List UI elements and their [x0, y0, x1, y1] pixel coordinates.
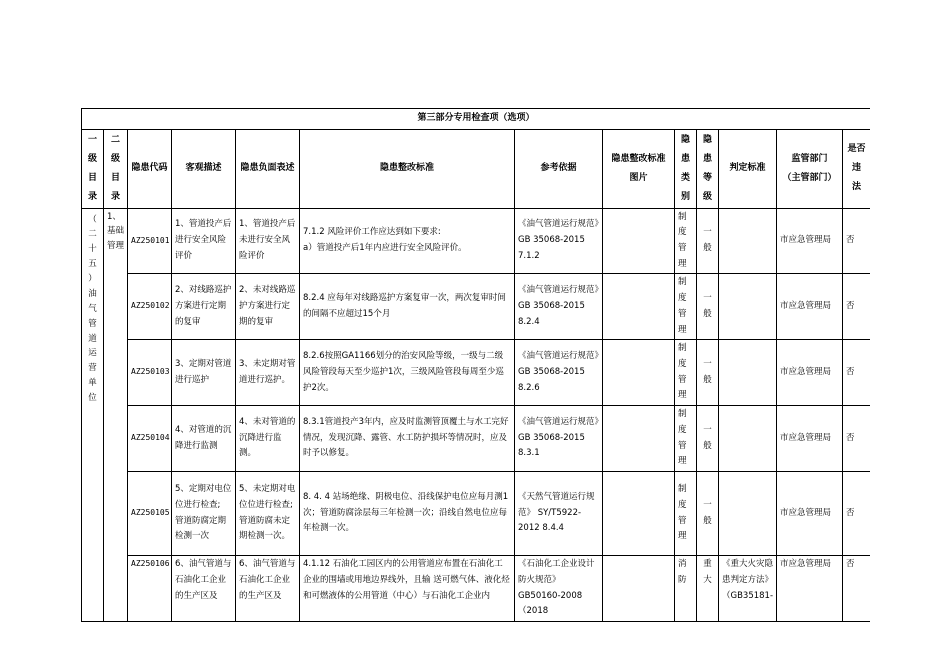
header-negative: 隐患负面表述 — [236, 130, 300, 209]
cell-objective: 5、定期对电位位进行检查; 管道防腐定期检测一次 — [172, 472, 236, 556]
cell-grade: 重大 — [697, 556, 719, 622]
header-image: 隐患整改标准 图片 — [603, 130, 675, 209]
header-criteria: 判定标准 — [719, 130, 777, 209]
header-standard: 隐患整改标准 — [300, 130, 515, 209]
cell-category: 消防 — [675, 556, 697, 622]
cell-negative: 3、未定期对管道进行巡护。 — [236, 340, 300, 406]
cell-objective: 1、管道投产后进行安全风险评价 — [172, 208, 236, 274]
cell-image — [603, 208, 675, 274]
cell-code: AZ250103 — [128, 340, 172, 406]
level1-char: ） — [88, 274, 97, 285]
cell-dept: 市应急管理局 — [777, 556, 843, 622]
cell-illegal: 否 — [843, 208, 871, 274]
cell-standard: 8.2.6按照GA1166划分的治安风险等级，一级与二级风险管段每天至少巡护1次，三级风险管段每周至少巡护2次。 — [300, 340, 515, 406]
cell-standard: 8.2.4 应每年对线路巡护方案复审一次，两次复审时间的间隔不应超过15个月 — [300, 274, 515, 340]
cell-negative: 2、未对线路巡护方案进行定期的复审 — [236, 274, 300, 340]
cell-standard: 8. 4. 4 站场绝缘、阴极电位、沿线保护电位应每月测1次；管道防腐涂层每三年检测一次；沿线自然电位应每年检测一次。 — [300, 472, 515, 556]
cell-negative: 4、未对管道的沉降进行监测。 — [236, 406, 300, 472]
cell-negative: 6、油气管道与石油化工企业的生产区及 — [236, 556, 300, 622]
cell-image — [603, 472, 675, 556]
cell-objective: 3、定期对管道进行巡护 — [172, 340, 236, 406]
cell-dept: 市应急管理局 — [777, 274, 843, 340]
level1-char: 二 — [88, 229, 97, 240]
cell-illegal: 否 — [843, 340, 871, 406]
cell-illegal: 否 — [843, 556, 871, 622]
cell-basis: 《天然气管道运行规范》 SY/T5922-2012 8.4.4 — [515, 472, 603, 556]
cell-category: 制度管理 — [675, 472, 697, 556]
table-row — [82, 472, 871, 556]
level1-char: （ — [88, 214, 97, 225]
cell-basis: 《石油化工企业设计防火规范》GB50160-2008（2018 — [515, 556, 603, 622]
cell-objective: 4、对管道的沉降进行监测 — [172, 406, 236, 472]
cell-grade: 一般 — [697, 406, 719, 472]
header-code: 隐患代码 — [128, 130, 172, 209]
cell-category: 制度管理 — [675, 340, 697, 406]
table-title: 第三部分专用检查项（选项） — [82, 109, 871, 130]
cell-illegal: 否 — [843, 274, 871, 340]
table-row — [82, 274, 871, 340]
cell-basis: 《油气管道运行规范》GB 35068-2015 8.2.6 — [515, 340, 603, 406]
header-level1: 一级 目录 — [82, 130, 104, 209]
level2-category: 1、基础管理 — [104, 208, 128, 621]
header-objective: 客观描述 — [172, 130, 236, 209]
table-row — [82, 556, 871, 622]
header-category: 隐患 类别 — [675, 130, 697, 209]
cell-dept: 市应急管理局 — [777, 340, 843, 406]
cell-category: 制度管理 — [675, 274, 697, 340]
cell-negative: 5、未定期对电位位进行检查; 管道防腐未定期检测一次。 — [236, 472, 300, 556]
level1-char: 管 — [88, 318, 97, 329]
level1-category — [82, 208, 104, 621]
cell-image — [603, 274, 675, 340]
cell-grade: 一般 — [697, 274, 719, 340]
level1-char: 道 — [88, 333, 97, 344]
cell-negative: 1、管道投产后未进行安全风险评价 — [236, 208, 300, 274]
cell-image — [603, 556, 675, 622]
cell-basis: 《油气管道运行规范》GB 35068-2015 7.1.2 — [515, 208, 603, 274]
document-page — [81, 108, 870, 668]
cell-image — [603, 340, 675, 406]
cell-illegal: 否 — [843, 406, 871, 472]
cell-standard: 4.1.12 石油化工园区内的公用管道应布置在石油化工企业的围墙或用地边界线外，且输 送可燃气体、液化烃和可燃液体的公用管道（中心）与石油化工企业内 — [300, 556, 515, 622]
table-row — [82, 340, 871, 406]
level1-char: 位 — [88, 393, 97, 404]
header-dept: 监管部门 （主管部门） — [777, 130, 843, 209]
level1-char: 油 — [88, 288, 97, 299]
level1-char: 五 — [88, 259, 97, 270]
cell-dept: 市应急管理局 — [777, 406, 843, 472]
cell-grade: 一般 — [697, 472, 719, 556]
cell-standard: 8.3.1管道投产3年内，应及时监测管顶覆土与水工完好情况，发现沉降、露管、水工防护损坏等情况时，应及时予以修复。 — [300, 406, 515, 472]
cell-grade: 一般 — [697, 208, 719, 274]
cell-criteria — [719, 208, 777, 274]
cell-standard: 7.1.2 风险评价工作应达到如下要求: a）管道投产后1年内应进行安全风险评价。 — [300, 208, 515, 274]
level1-char: 运 — [88, 348, 97, 359]
cell-basis: 《油气管道运行规范》GB 35068-2015 8.2.4 — [515, 274, 603, 340]
table-row — [82, 208, 871, 274]
cell-code: AZ250102 — [128, 274, 172, 340]
cell-basis: 《油气管道运行规范》GB 35068-2015 8.3.1 — [515, 406, 603, 472]
cell-criteria — [719, 340, 777, 406]
cell-objective: 6、油气管道与石油化工企业的生产区及 — [172, 556, 236, 622]
cell-criteria — [719, 274, 777, 340]
table-row — [82, 406, 871, 472]
cell-code: AZ250104 — [128, 406, 172, 472]
cell-image — [603, 406, 675, 472]
level1-char: 十 — [88, 244, 97, 255]
cell-objective: 2、对线路巡护方案进行定期的复审 — [172, 274, 236, 340]
cell-grade: 一般 — [697, 340, 719, 406]
header-basis: 参考依据 — [515, 130, 603, 209]
cell-code: AZ250101 — [128, 208, 172, 274]
cell-criteria: 《重大火灾隐患判定方法》（GB35181- — [719, 556, 777, 622]
level1-char: 气 — [88, 303, 97, 314]
cell-illegal: 否 — [843, 472, 871, 556]
inspection-table — [81, 108, 870, 622]
cell-criteria — [719, 406, 777, 472]
cell-code: AZ250106 — [128, 556, 172, 622]
cell-criteria — [719, 472, 777, 556]
cell-dept: 市应急管理局 — [777, 472, 843, 556]
table-body — [82, 208, 871, 621]
level1-char: 营 — [88, 363, 97, 374]
cell-category: 制度管理 — [675, 208, 697, 274]
level1-char: 单 — [88, 378, 97, 389]
header-grade: 隐患 等级 — [697, 130, 719, 209]
cell-code: AZ250105 — [128, 472, 172, 556]
cell-category: 制度管理 — [675, 406, 697, 472]
cell-dept: 市应急管理局 — [777, 208, 843, 274]
header-illegal: 是否违 法 — [843, 130, 871, 209]
header-level2: 二级 目录 — [104, 130, 128, 209]
